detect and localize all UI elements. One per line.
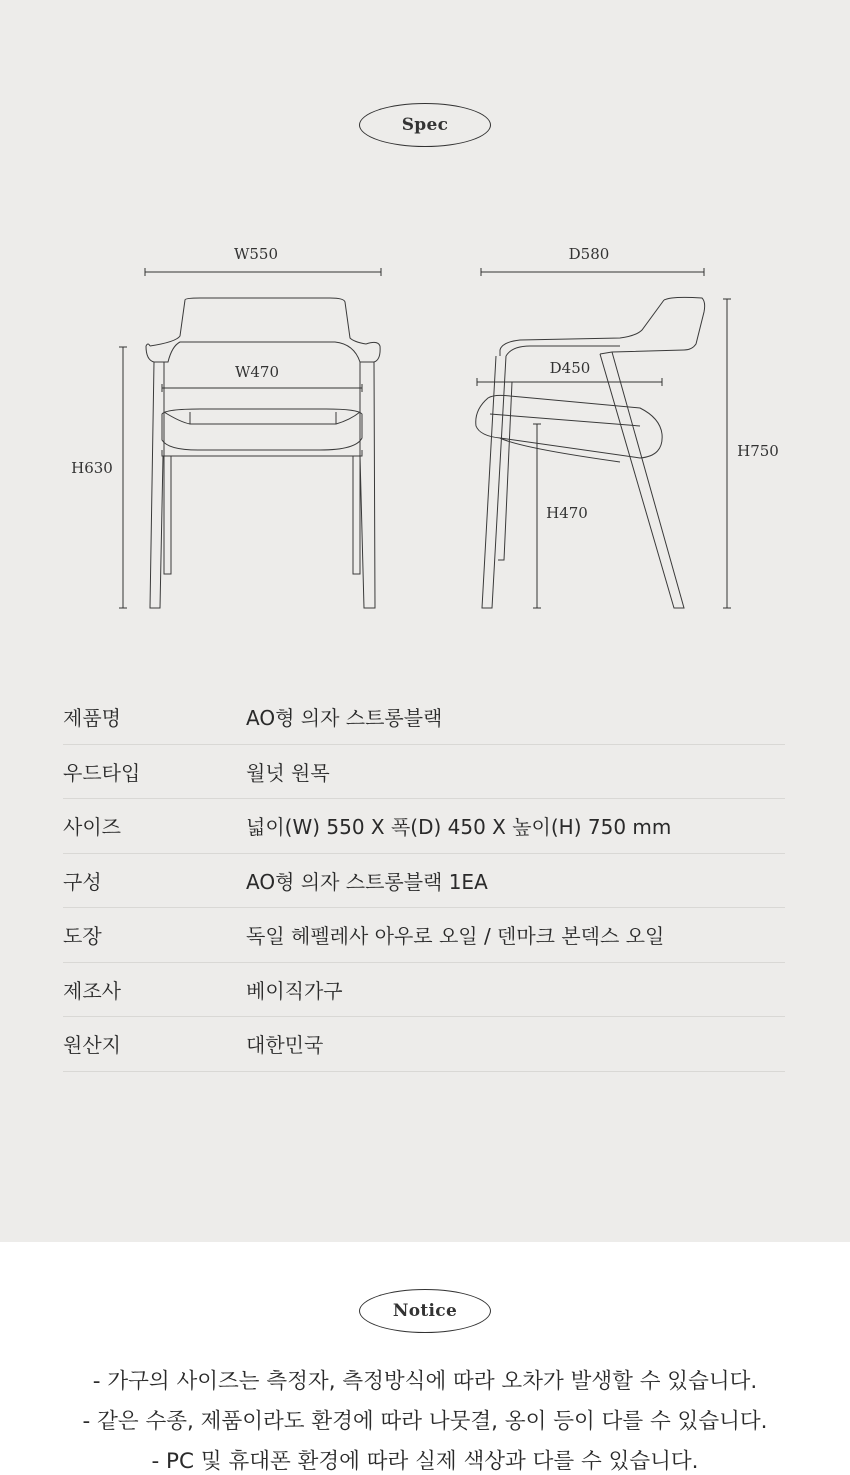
spec-badge: Spec: [359, 103, 491, 147]
front-seat-width-label: W470: [234, 363, 280, 381]
spec-row-composition: [63, 854, 785, 909]
spec-value: 대한민국: [246, 1033, 324, 1058]
spec-value: AO형 의자 스트롱블랙 1EA: [246, 869, 488, 894]
front-width-label: W550: [233, 245, 279, 263]
spec-label: 제품명: [63, 706, 121, 731]
spec-label: 우드타입: [63, 760, 141, 785]
notice-line: - 가구의 사이즈는 측정자, 측정방식에 따라 오차가 발생할 수 있습니다.: [92, 1369, 758, 1394]
side-view-chair: [476, 297, 705, 608]
notice-badge: Notice: [359, 1289, 491, 1333]
spec-label: 구성: [63, 869, 102, 894]
spec-value: AO형 의자 스트롱블랙: [246, 706, 443, 731]
spec-value: 월넛 원목: [246, 760, 330, 785]
side-seat-depth-label: D450: [549, 359, 591, 377]
side-seat-height-label: H470: [546, 504, 588, 522]
spec-label: 도장: [63, 924, 102, 949]
spec-value: 넓이(W) 550 X 폭(D) 450 X 높이(H) 750 mm: [246, 815, 672, 840]
side-depth-label: D580: [568, 245, 610, 263]
spec-row-product-name: [63, 690, 785, 745]
spec-value: 베이직가구: [246, 978, 343, 1003]
spec-row-finish: [63, 908, 785, 963]
notice-line: - 같은 수종, 제품이라도 환경에 따라 나뭇결, 옹이 등이 다를 수 있습니다.: [82, 1409, 768, 1434]
spec-row-wood-type: [63, 745, 785, 800]
chair-spec-drawing: [0, 0, 850, 660]
spec-label: 사이즈: [63, 815, 121, 840]
spec-row-manufacturer: [63, 963, 785, 1018]
front-view-chair: [146, 298, 380, 608]
spec-row-origin: [63, 1017, 785, 1072]
notice-section: [0, 1242, 850, 1474]
spec-row-size: [63, 799, 785, 854]
front-height-label: H630: [71, 459, 113, 477]
spec-value: 독일 헤펠레사 아우로 오일 / 덴마크 본덱스 오일: [246, 924, 665, 949]
side-height-label: H750: [737, 442, 779, 460]
dimension-lines: [119, 268, 731, 608]
spec-label: 제조사: [63, 978, 121, 1003]
notice-line: - PC 및 휴대폰 환경에 따라 실제 색상과 다를 수 있습니다.: [151, 1449, 699, 1474]
spec-table: [63, 690, 785, 1072]
spec-label: 원산지: [63, 1033, 121, 1058]
